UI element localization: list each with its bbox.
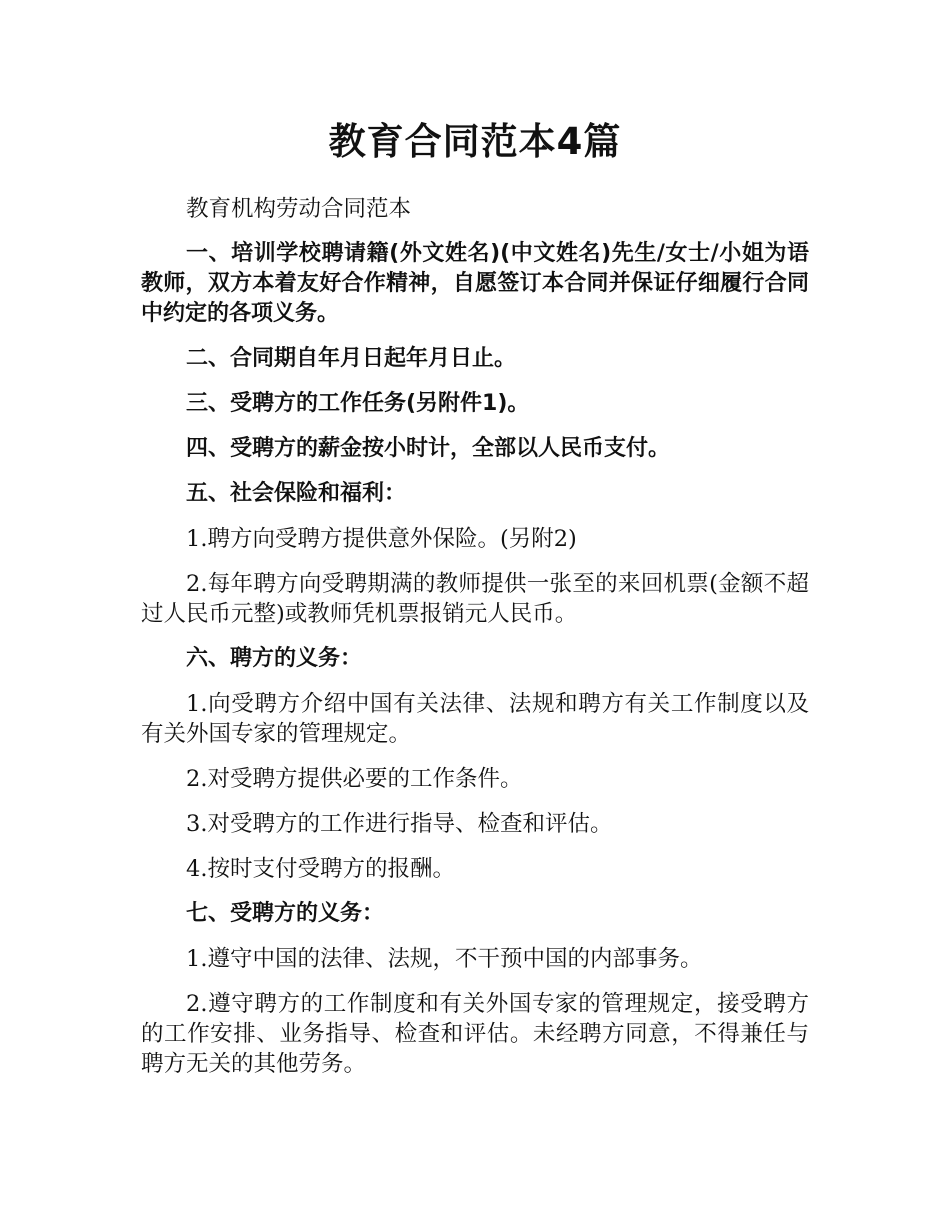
document-title: 教育合同范本4篇	[328, 120, 622, 163]
clause-6-heading: 六、聘方的义务：	[186, 646, 363, 671]
clause-1: 一、培训学校聘请籍(外文姓名)(中文姓名)先生/女士/小姐为语教师，双方本着友好合作精神，自愿签订本合同并保证仔细履行合同中约定的各项义务。	[141, 241, 809, 326]
clause-5-item-1: 1.聘方向受聘方提供意外保险。(另附2)	[186, 526, 577, 552]
clause-5-heading: 五、社会保险和福利：	[186, 481, 407, 506]
clause-6-item-2: 2.对受聘方提供必要的工作条件。	[186, 766, 523, 792]
clause-5-item-2: 2.每年聘方向受聘期满的教师提供一张至的来回机票(金额不超过人民币元整)或教师凭机票报销元人民币。	[141, 571, 809, 627]
clause-7-item-1: 1.遵守中国的法律、法规，不干预中国的内部事务。	[186, 946, 703, 972]
clause-6-item-4: 4.按时支付受聘方的报酬。	[186, 856, 455, 882]
clause-7-heading: 七、受聘方的义务：	[186, 901, 385, 926]
clause-3: 三、受聘方的工作任务(另附件1)。	[186, 391, 530, 416]
paragraph-subtitle: 教育机构劳动合同范本	[186, 196, 412, 222]
clause-4: 四、受聘方的薪金按小时计，全部以人民币支付。	[186, 436, 671, 461]
clause-6-item-3: 3.对受聘方的工作进行指导、检查和评估。	[186, 811, 613, 837]
document-body	[141, 194, 809, 1094]
clause-2: 二、合同期自年月日起年月日止。	[186, 346, 517, 371]
clause-6-item-1: 1.向受聘方介绍中国有关法律、法规和聘方有关工作制度以及有关外国专家的管理规定。	[141, 691, 809, 747]
clause-7-item-2: 2.遵守聘方的工作制度和有关外国专家的管理规定，接受聘方的工作安排、业务指导、检查和评估。未经聘方同意，不得兼任与聘方无关的其他劳务。	[141, 991, 809, 1077]
